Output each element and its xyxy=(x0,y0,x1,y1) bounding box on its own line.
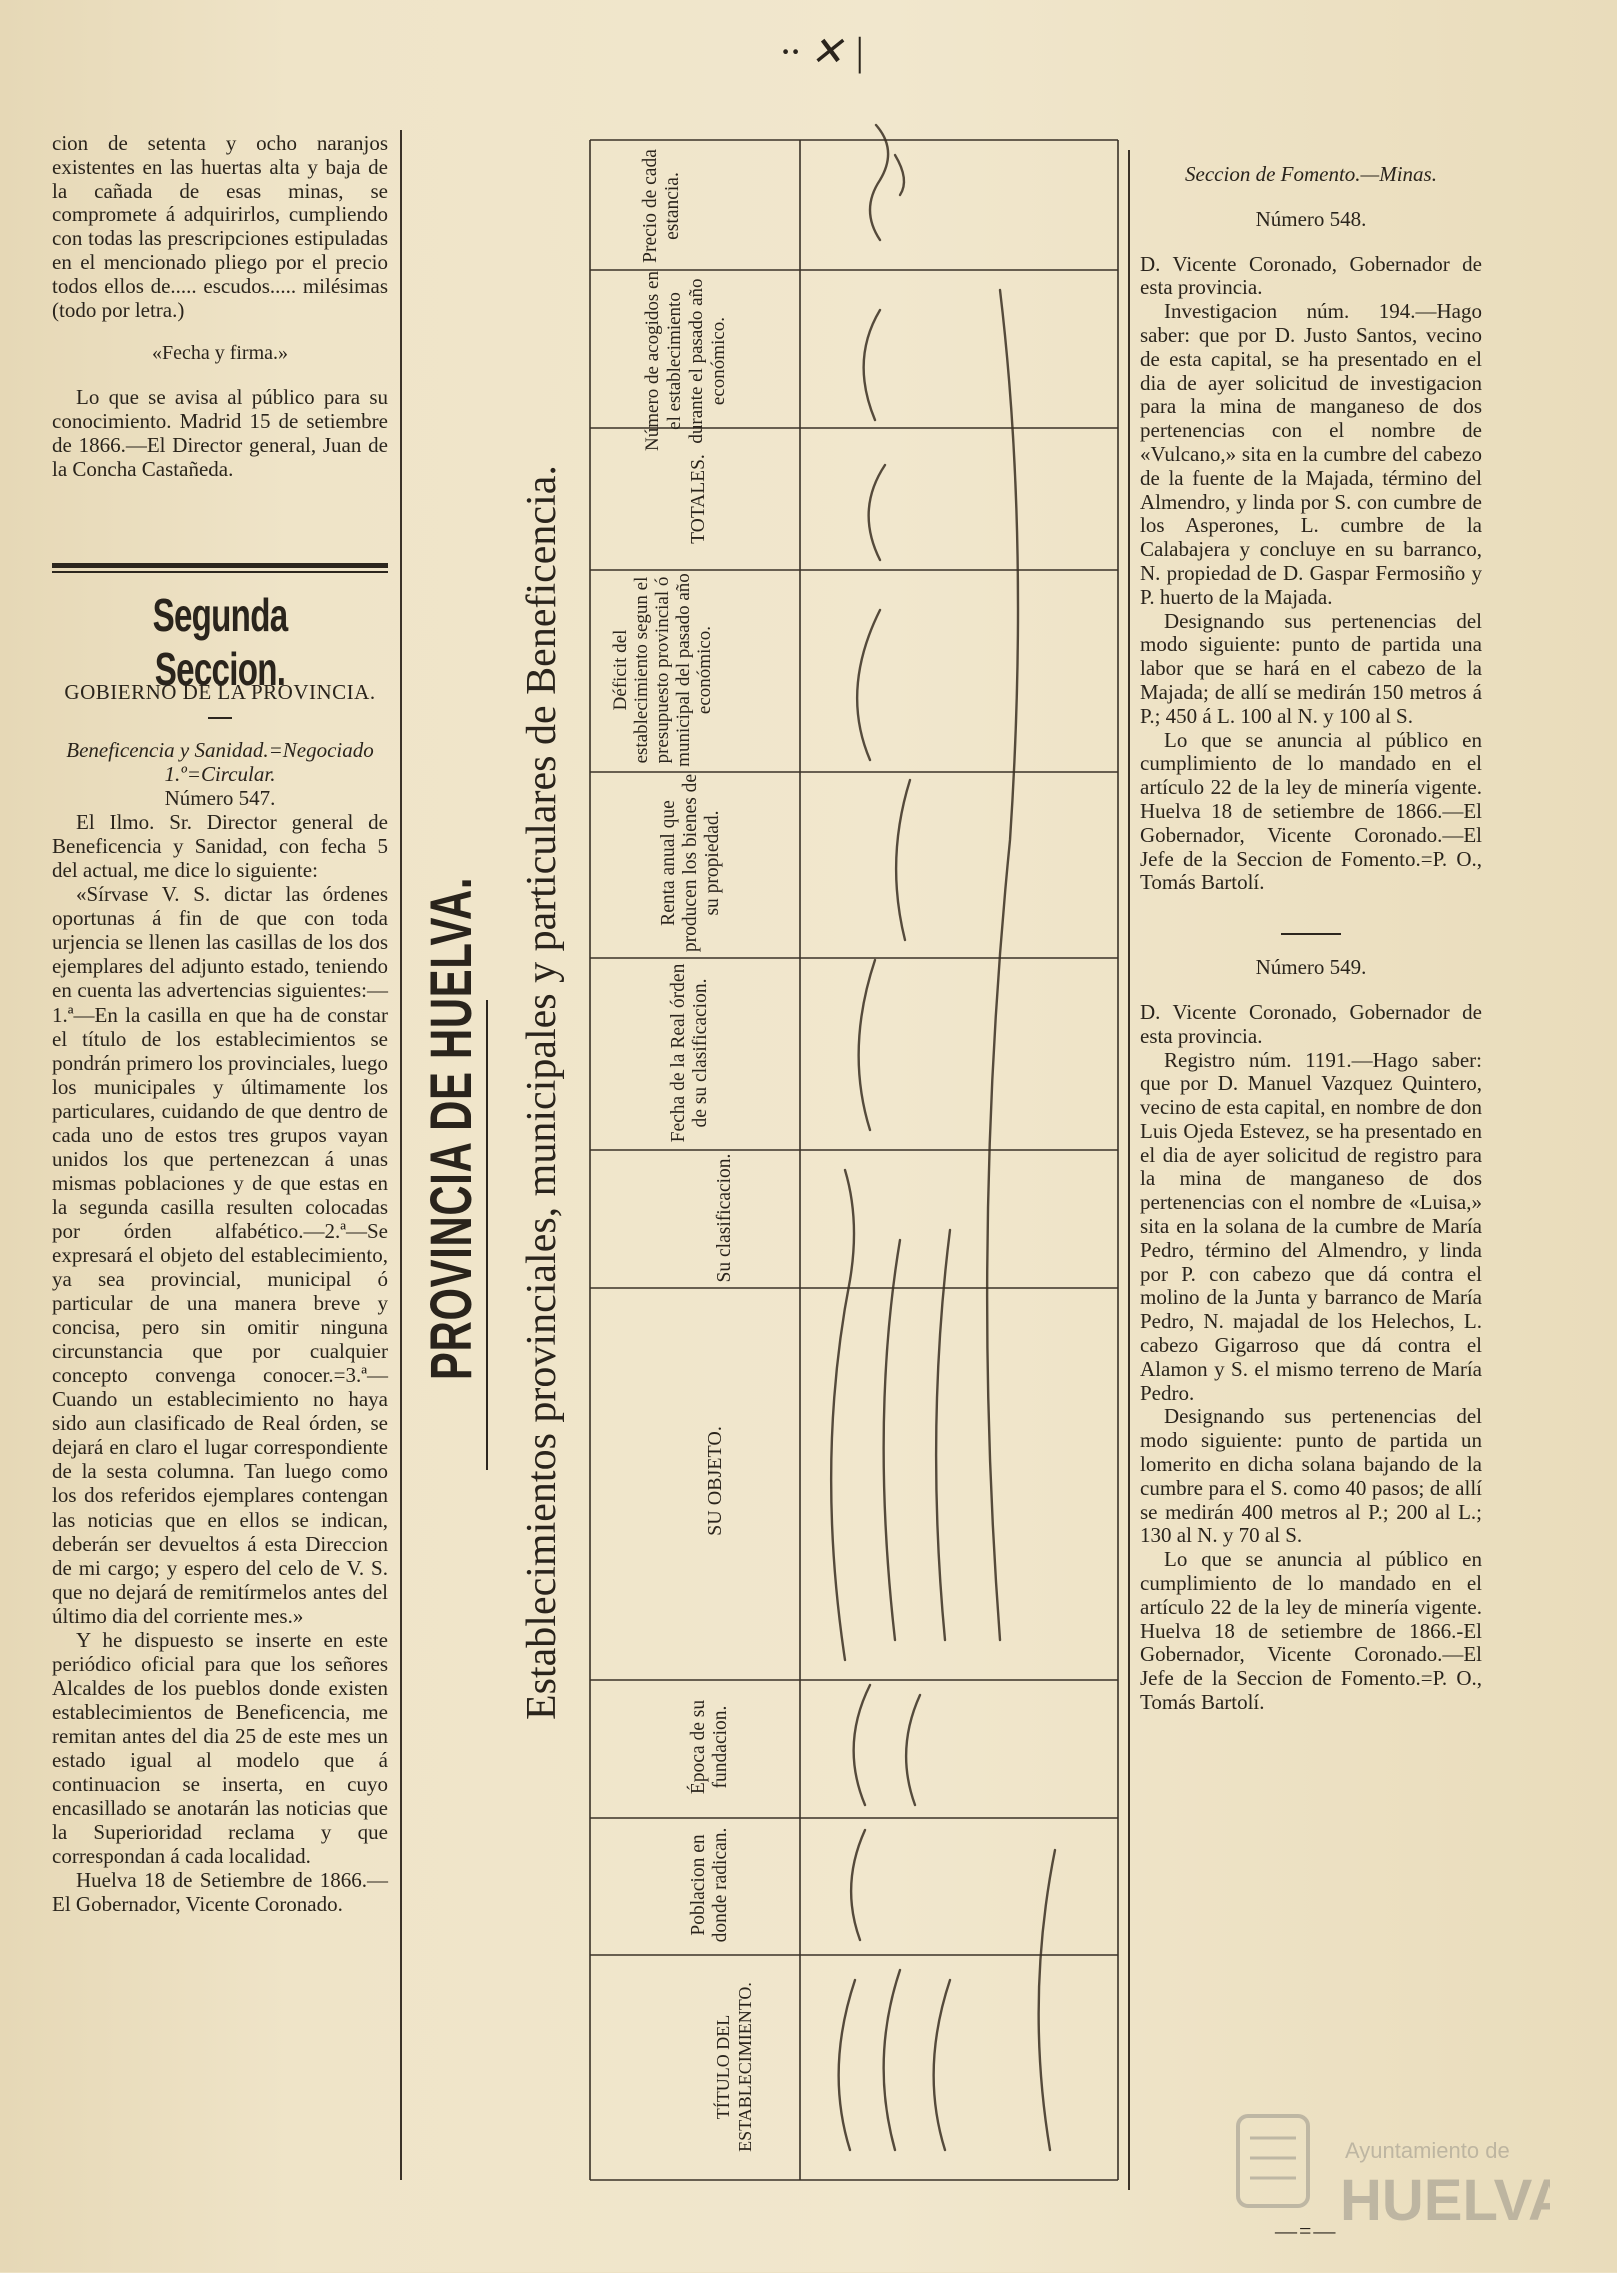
left-column-top xyxy=(52,132,388,481)
left-column-body xyxy=(52,738,388,1916)
province-title: PROVINCIA DE HUELVA. xyxy=(419,876,484,1380)
aviso-text: Lo que se avisa al público para su conocimiento. Madrid 15 de setiembre de 1866.—El Director general, Juan de la Concha Castañeda. xyxy=(52,385,388,481)
right-column xyxy=(1140,142,1482,1715)
section-title: Segunda Seccion. xyxy=(152,589,288,695)
fecha-firma: «Fecha y firma.» xyxy=(151,342,289,365)
header-acogidos: Número de acogidos en el establecimiento durante el pasado año económico. xyxy=(642,271,729,451)
header-poblacion: Poblacion en donde radican. xyxy=(688,1827,731,1943)
header-objeto: SU OBJETO. xyxy=(704,1426,726,1536)
n548-body: Investigacion núm. 194.—Hago saber: que por D. Justo Santos, vecino de esta capital, se ha presentado en el dia de ayer solicitud de investigacion para la mina de manganeso de dos pertenencias con el nombre de «Vulcano,» sita en la cumbre del cabezo de la fuente de la Majada, término del Almendro, y linda por S. con cumbre de los Asperones, L. cumbre de la Calabajera y concluye en su barranco, N. propiedad de D. Gaspar Fermosiño y P. huerto de la Majada. xyxy=(1140,299,1482,609)
table-title: Establecimientos provinciales, municipales y particulares de Beneficencia. xyxy=(519,465,565,1720)
n548-anuncio: Lo que se anuncia al público en cumplimiento de lo mandado en el artículo 22 de la ley de minería vigente. Huelva 18 de setiembre de 1866.—El Gobernador, Vicente Coronado.—El Jefe de la Seccion de Fomento.=P. O., Tomás Bartolí. xyxy=(1140,727,1482,895)
numero-547: Número 547. xyxy=(164,786,276,811)
svg-text:Ayuntamiento de: Ayuntamiento de xyxy=(1345,2138,1510,2163)
column-separator-right xyxy=(1128,150,1130,2190)
header-deficit: Déficit del establecimiento segun el presupuesto provincial ó municipal del pasado año económico. xyxy=(610,573,715,767)
gov-title: GOBIERNO DE LA PROVINCIA. xyxy=(64,680,376,704)
n549-body: Registro núm. 1191.—Hago saber: que por D. Manuel Vazquez Quintero, vecino de esta capital, en nombre de don Luis Ojeda Estevez, se ha presentado en el dia de ayer solicitud de registro para la mina de manganeso de dos pertenencias con el nombre de «Luisa,» sita en la solana de la cumbre de María Pedro, término del Almendro, y linda por P. con cabezo que dá contra el molino de la Junta y barranco de María Pedro, N. majadal de los Helechos, L. cabezo Gigarroso que dá contra el Alamon y S. el mismo terreno de María Pedro. xyxy=(1140,1047,1482,1405)
header-clasificacion: Su clasificacion. xyxy=(714,1153,735,1283)
watermark-logo xyxy=(1230,2108,1550,2268)
numero-548: Número 548. xyxy=(1255,206,1367,231)
end-mark: —=— xyxy=(1275,2218,1338,2243)
subhead: Beneficencia y Sanidad.=Negociado 1.º=Circular. xyxy=(66,738,374,787)
n548-designando: Designando sus pertenencias del modo siguiente: punto de partida una labor que se hará en el cabezo de la Majada; de allí se medirán 150 metros á P.; 450 á L. 100 al N. y 100 al S. xyxy=(1140,608,1482,728)
paragraph-1: El Ilmo. Sr. Director general de Beneficencia y Sanidad, con fecha 5 del actual, me dice lo siguiente: xyxy=(52,810,388,883)
header-epoca: Época de su fundacion. xyxy=(688,1699,731,1795)
city-seal-icon xyxy=(1230,2108,1550,2268)
top-mark: ·· ✕ | xyxy=(780,29,865,74)
paragraph-4: Huelva 18 de Setiembre de 1866.—El Gobernador, Vicente Coronado. xyxy=(52,1868,388,1917)
header-fecha-real-orden: Fecha de la Real órden de su clasificacion. xyxy=(668,963,711,1143)
section-divider-thick xyxy=(52,563,388,568)
header-renta: Renta anual que producen los bienes de su propiedad. xyxy=(658,773,723,953)
n548-gobernador: D. Vicente Coronado, Gobernador de esta provincia. xyxy=(1140,251,1482,300)
n549-gobernador: D. Vicente Coronado, Gobernador de esta provincia. xyxy=(1140,999,1482,1048)
handwritten-entries xyxy=(831,125,1055,2150)
n549-anuncio: Lo que se anuncia al público en cumplimiento de lo mandado en el artículo 22 de la ley de minería vigente. Huelva 18 de setiembre de 1866.-El Gobernador, Vicente Coronado.—El Jefe de la Seccion de Fomento.=P. O., Tomás Bartolí. xyxy=(1140,1547,1482,1715)
section-divider-thin xyxy=(52,571,388,573)
continuation-text: cion de setenta y ocho naranjos existentes en las huertas alta y baja de la cañada de esas minas, se compromete á adquirirlos, cumpliendo con todas las prescripciones estipuladas en el mencionado pliego por el precio todos ellos de..... escudos..... milésimas (todo por letra.) xyxy=(52,131,388,322)
numero-549: Número 549. xyxy=(1255,955,1367,980)
paragraph-3: Y he dispuesto se inserte en este periódico oficial para que los señores Alcaldes de los pueblos donde existen establecimientos de Beneficencia, me remitan antes del dia 25 de este mes un estado igual al modelo que á continuacion se inserta, en cuyo encasillado se anotarán las noticias que la Superioridad reclama y que correspondan á cada localidad. xyxy=(52,1627,388,1869)
short-divider xyxy=(208,717,232,719)
svg-text:HUELVA: HUELVA xyxy=(1340,2168,1550,2233)
n549-designando: Designando sus pertenencias del modo siguiente: punto de partida un lomerito en dicha solana bajando de la cumbre para el S. como 40 pasos; de allí se medirán 400 metros al P.; 200 al L.; 130 al N. y 70 al S. xyxy=(1140,1404,1482,1548)
header-totales: TOTALES. xyxy=(688,454,709,544)
header-precio: Precio de cada estancia. xyxy=(640,149,683,263)
column-separator-left xyxy=(400,130,402,2180)
header-titulo: TÍTULO DEL ESTABLECIMIENTO. xyxy=(713,1982,755,2152)
paragraph-2: «Sírvase V. S. dictar las órdenes oportunas á fin de que con toda urjencia se llenen las casillas de los dos ejemplares del adjunto estado, teniendo en cuenta las advertencias siguientes:—1.ª—En la casilla en que ha de constar el título de los establecimientos se pondrán primero los provinciales, luego los municipales y últimamente los particulares, cuidando de que dentro de cada uno de estos tres grupos vayan unidos los que pertenezcan á unas mismas poblaciones y de que estas en la segunda casilla resulten colocadas por órden alfabético.—2.ª—Se expresará el objeto del establecimiento, ya sea provincial, municipal ó particular de una manera breve y concisa, pero sin omitir ninguna circunstancia que por cualquier concepto convenga conocer.=3.ª—Cuando un establecimiento no haya sido aun clasificado de Real órden, se dejará en claro el lugar correspondiente de la sesta columna. Tan luego como los dos referidos ejemplares contengan las noticias que en ellos se indican, deberán ser devueltos á esta Direccion de mi cargo; y espero del celo de V. S. que no dejará de remitírmelos antes del último dia del corriente mes.» xyxy=(52,882,388,1628)
notice-divider xyxy=(1281,933,1341,935)
title-underline xyxy=(486,1000,488,1470)
fomento-section: Seccion de Fomento.—Minas. xyxy=(1185,162,1437,186)
